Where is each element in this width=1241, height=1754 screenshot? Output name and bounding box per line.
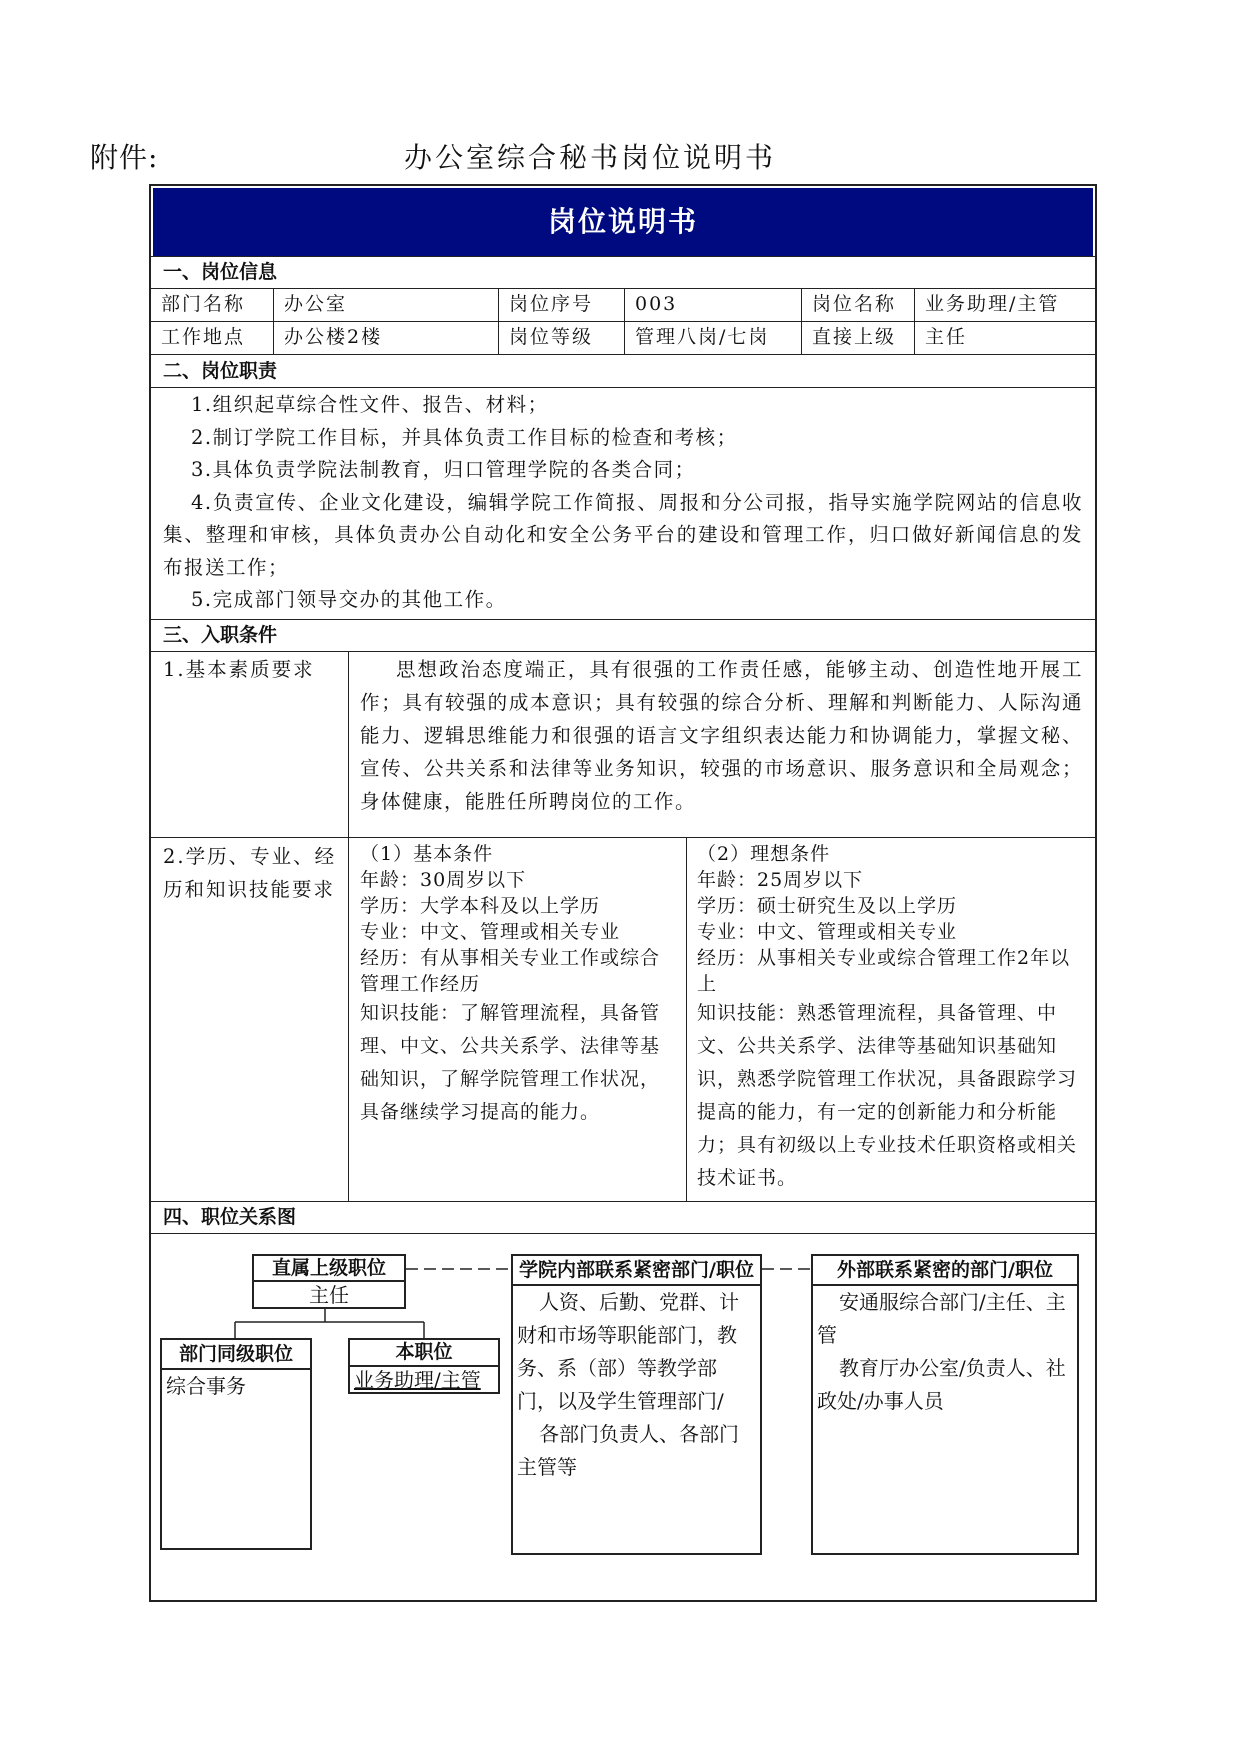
field-label: 岗位序号 — [498, 289, 624, 321]
box-title: 本职位 — [350, 1340, 498, 1367]
box-title: 外部联系紧密的部门/职位 — [813, 1256, 1077, 1286]
job-description-table — [149, 184, 1097, 1602]
condition-title: （2）理想条件 — [697, 843, 831, 865]
box-body — [513, 1286, 760, 1484]
section-title: 四、职位关系图 — [163, 1206, 297, 1228]
column-divider — [348, 838, 349, 1202]
condition-skills: 知识技能：熟悉管理流程，具备管理、中文、公共关系学、法律等基础知识基础知识，熟悉学院管理工作状况，具备跟踪学习提高的能力，有一定的创新能力和分析能力；具有初级以上专业技术任职资格或相关技术证书。 — [697, 1002, 1078, 1189]
duties-list — [163, 389, 1083, 617]
duty-item: 3.具体负责学院法制教育，归口管理学院的各类合同； — [191, 458, 696, 481]
basic-conditions — [360, 841, 678, 1129]
field-value: 业务助理/主管 — [914, 289, 1095, 321]
box-title: 学院内部联系紧密部门/职位 — [513, 1256, 760, 1286]
info-row-2 — [151, 321, 1095, 354]
field-value: 办公楼2楼 — [273, 322, 498, 354]
condition-education: 学历：大学本科及以上学历 — [360, 895, 601, 917]
contact-text: 教育厅办公室/负责人、社政处/办事人员 — [817, 1356, 1066, 1413]
contact-text: 安通服综合部门/主任、主管 — [817, 1290, 1066, 1347]
basic-quality-text: 思想政治态度端正，具有很强的工作责任感，能够主动、创造性地开展工作；具有较强的成本意识；具有较强的综合分析、理解和判断能力、人际沟通能力、逻辑思维能力和很强的语言文字组织表达能力和协调能力，掌握文秘、宣传、公共关系和法律等业务知识，较强的市场意识、服务意识和全局观念；身体健康，能胜任所聘岗位的工作。 — [360, 658, 1083, 813]
attachment-label: 附件: — [90, 141, 159, 174]
box-body — [813, 1286, 1077, 1418]
duty-item: 1.组织起草综合性文件、报告、材料； — [191, 393, 549, 416]
condition-age: 年龄：25周岁以下 — [697, 869, 864, 891]
internal-contacts-box — [511, 1254, 762, 1555]
condition-title: （1）基本条件 — [360, 843, 494, 865]
box-title: 直属上级职位 — [254, 1256, 404, 1282]
superior-position-box — [252, 1254, 406, 1309]
section-title: 二、岗位职责 — [163, 360, 278, 382]
box-value: 主任 — [309, 1283, 349, 1307]
field-value: 管理八岗/七岗 — [624, 322, 801, 354]
column-divider — [686, 838, 687, 1202]
table-banner: 岗位说明书 — [153, 188, 1093, 256]
field-label: 部门名称 — [161, 293, 246, 315]
duties-block — [151, 387, 1095, 619]
field-label: 岗位等级 — [498, 322, 624, 354]
external-contacts-box — [811, 1254, 1079, 1555]
duty-item: 5.完成部门领导交办的其他工作。 — [191, 588, 507, 611]
duty-item: 2.制订学院工作目标，并具体负责工作目标的检查和考核； — [191, 425, 738, 449]
basic-quality-label: 1.基本素质要求 — [163, 658, 315, 681]
duty-item: 4.负责宣传、企业文化建设，编辑学院工作简报、周报和分公司报，指导实施学院网站的信息收集、整理和审核，具体负责办公自动化和安全公务平台的建设和管理工作，归口做好新闻信息的发布报送工作； — [163, 490, 1083, 579]
own-position-box — [348, 1338, 500, 1394]
field-value: 003 — [624, 289, 801, 321]
condition-experience: 经历：从事相关专业或综合管理工作2年以上 — [697, 947, 1071, 995]
column-divider — [348, 652, 349, 838]
document-title: 办公室综合秘书岗位说明书 — [404, 141, 777, 174]
condition-experience: 经历：有从事相关专业工作或综合管理工作经历 — [360, 947, 661, 995]
basic-quality-row — [151, 651, 1095, 837]
box-title: 部门同级职位 — [162, 1340, 310, 1370]
relationship-chart — [151, 1233, 1095, 1600]
section-title: 三、入职条件 — [163, 624, 278, 646]
condition-age: 年龄：30周岁以下 — [360, 869, 527, 891]
section-4-header — [151, 1201, 1095, 1233]
education-label: 2.学历、专业、经历和知识技能要求 — [163, 845, 337, 901]
field-label: 工作地点 — [161, 326, 246, 348]
condition-major: 专业：中文、管理或相关专业 — [697, 921, 958, 943]
field-value: 主任 — [914, 322, 1095, 354]
section-title: 一、岗位信息 — [163, 261, 278, 283]
contact-text: 人资、后勤、党群、计财和市场等职能部门，教务、系（部）等教学部门，以及学生管理部门/ — [517, 1290, 739, 1413]
condition-major: 专业：中文、管理或相关专业 — [360, 921, 621, 943]
info-row-1 — [151, 288, 1095, 321]
section-2-header — [151, 354, 1095, 387]
contact-text: 各部门负责人、各部门主管等 — [517, 1422, 739, 1479]
field-label: 岗位名称 — [801, 289, 914, 321]
section-3-header — [151, 619, 1095, 651]
peer-position-box — [160, 1338, 312, 1550]
field-value: 办公室 — [273, 289, 498, 321]
field-label: 直接上级 — [801, 322, 914, 354]
education-row — [151, 837, 1095, 1201]
condition-skills: 知识技能：了解管理流程，具备管理、中文、公共关系学、法律等基础知识，了解学院管理工作状况，具备继续学习提高的能力。 — [360, 1002, 661, 1123]
box-value: 综合事务 — [166, 1374, 246, 1398]
box-value: 业务助理/主管 — [354, 1368, 481, 1392]
ideal-conditions — [697, 841, 1085, 1195]
condition-education: 学历：硕士研究生及以上学历 — [697, 895, 958, 917]
section-1-header — [151, 256, 1095, 288]
